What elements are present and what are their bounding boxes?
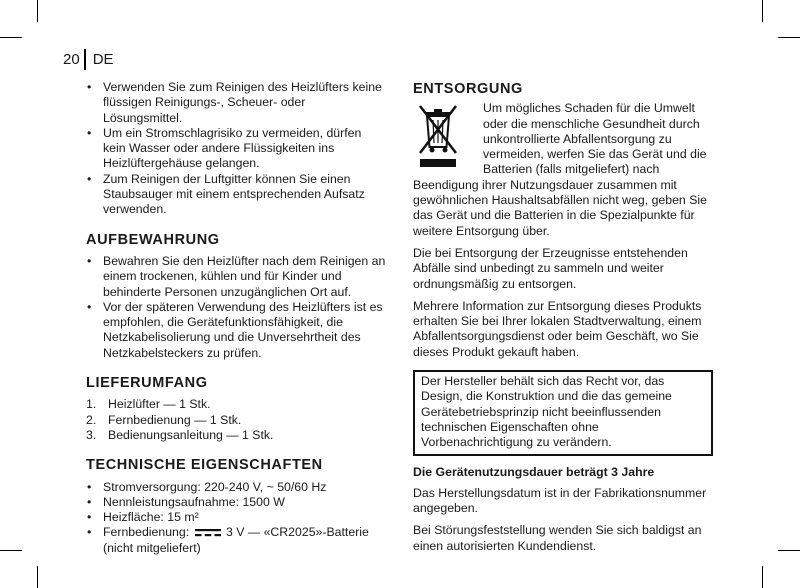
list-item: 1. Heizlüfter — 1 Stk. xyxy=(86,397,211,412)
list-item: • Zum Reinigen der Luftgitter können Sie einen Staubsauger mit einem entsprechenden Aufsatz verwenden. xyxy=(86,172,386,218)
crop-mark xyxy=(778,550,800,551)
disposal-paragraph: Mehrere Information zur Entsorgung dieses Produkts erhalten Sie bei Ihrer lokalen Stadtverwaltung, einem Abfallentsorgungsdienst oder beim Geschäft, wo Sie dieses Produkt gekauft haben. xyxy=(413,298,702,359)
crossed-out-wheelie-bin-icon xyxy=(413,103,463,171)
list-item: • Stromversorgung: 220-240 V, ~ 50/60 Hz xyxy=(86,480,386,495)
disposal-paragraph: Die bei Entsorgung der Erzeugnisse entstehenden Abfälle sind unbedingt zu sammeln und weiter ordnungsmäßig zu entsorgen. xyxy=(413,245,688,291)
delivery-heading: LIEFERUMFANG xyxy=(86,375,208,392)
crop-mark xyxy=(762,0,763,22)
list-item: • Vor der späteren Verwendung des Heizlüfters ist es empfohlen, die Gerätefunktionsfähigkeit, die Netzkabelisolierung und die Unversehrtheit des Netzkabelsteckers zu prüfen. xyxy=(86,300,386,361)
crop-mark xyxy=(37,0,38,22)
right-column xyxy=(413,80,713,561)
page-number: 20 xyxy=(63,50,80,68)
crop-mark xyxy=(762,566,763,588)
page-header xyxy=(63,48,114,70)
list-item: • Bewahren Sie den Heizlüfter nach dem Reinigen an einem trockenen, kühlen und für Kinder und behinderte Personen unzugänglichen Ort auf. xyxy=(86,254,386,300)
disposal-paragraph: Um mögliches Schaden für die Umwelt oder die menschliche Gesundheit durch unkontrollierte Abfallentsorgung zu vermeiden, werfen Sie das Gerät und die Batterien (falls mitgeliefert) nach Beendigung ihrer Nutzungsdauer zusammen mit gewöhnlichen Haushaltsabfällen nicht weg, geben Sie das Gerät und die Batterien in die Spezialpunkte für weitere Entsorgung über. xyxy=(413,101,707,238)
delivery-list xyxy=(86,397,386,443)
manufacturer-notice-box: Der Hersteller behält sich das Recht vor, das Design, die Konstruktion und die das gemeine Gerätebetriebsprinzip nicht beeinflussenden technischen Eigenschaften ohne Vorbenachrichtigung zu verändern. xyxy=(413,370,713,455)
service-paragraph: Bei Störungsfeststellung wenden Sie sich baldigst an einen autorisierten Kundendienst. xyxy=(413,523,702,553)
remote-label: Fernbedienung: xyxy=(103,525,190,540)
crop-mark xyxy=(37,566,38,588)
list-item: • Um ein Stromschlagrisiko zu vermeiden, dürfen kein Wasser oder andere Flüssigkeiten ins Heizlüftergehäuse gelangen. xyxy=(86,126,386,172)
list-item: 2. Fernbedienung — 1 Stk. xyxy=(86,412,242,427)
storage-list xyxy=(86,254,386,361)
remote-spec: 3 V — «CR2025»-Batterie (nicht mitgeliefert) xyxy=(103,525,369,555)
crop-mark xyxy=(0,550,22,551)
list-item: 3. Bedienungsanleitung — 1 Stk. xyxy=(86,427,274,442)
list-item: • Nennleistungsaufnahme: 1500 W xyxy=(86,495,386,510)
direct-current-symbol-icon xyxy=(195,529,221,538)
language-code: DE xyxy=(92,50,114,68)
specs-heading: TECHNISCHE EIGENSCHAFTEN xyxy=(86,457,323,474)
specs-list xyxy=(86,480,386,556)
disposal-heading: ENTSORGUNG xyxy=(413,81,523,97)
cleaning-list xyxy=(86,80,386,218)
list-item: • Verwenden Sie zum Reinigen des Heizlüfters keine flüssigen Reinigungs-, Scheuer- oder Lösungsmittel. xyxy=(86,80,386,126)
crop-mark xyxy=(778,37,800,38)
list-item: • Heizfläche: 15 m² xyxy=(86,510,386,525)
header-divider xyxy=(84,49,86,70)
list-item xyxy=(86,525,386,556)
crop-mark xyxy=(0,37,22,38)
left-column xyxy=(86,80,386,556)
manufacture-date-paragraph: Das Herstellungsdatum ist in der Fabrikationsnummer angegeben. xyxy=(413,485,707,516)
service-life-heading: Die Gerätenutzungsdauer beträgt 3 Jahre xyxy=(413,464,655,479)
storage-heading: AUFBEWAHRUNG xyxy=(86,231,220,248)
